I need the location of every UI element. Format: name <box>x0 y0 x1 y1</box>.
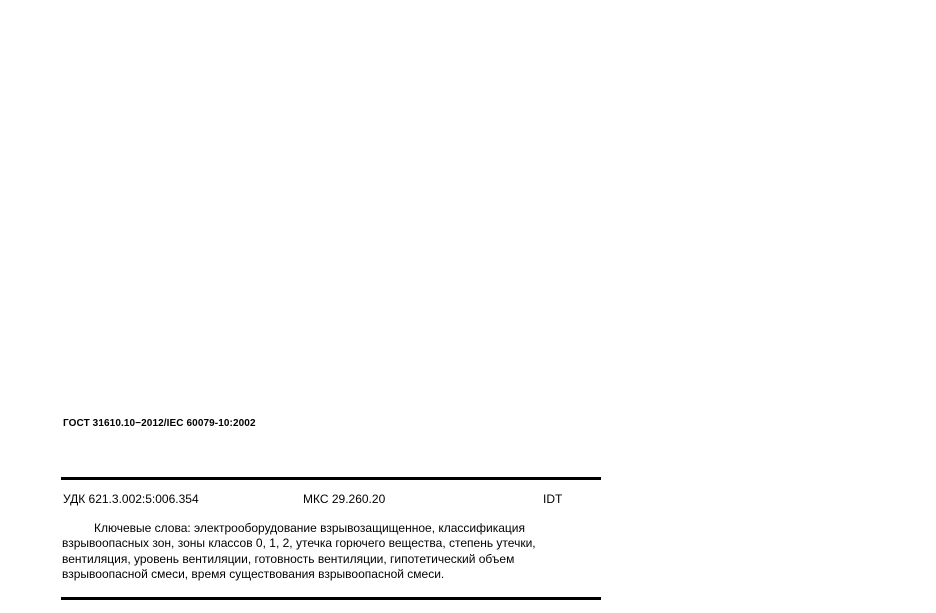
classification-codes-row <box>63 492 599 508</box>
keywords-line: взрывоопасных зон, зоны классов 0, 1, 2, утечка горючего вещества, степень утечки, <box>62 536 536 551</box>
keywords-line: вентиляция, уровень вентиляции, готовность вентиляции, гипотетический объем <box>62 551 515 566</box>
degree-of-correspondence: IDT <box>543 492 563 506</box>
standard-header: ГОСТ 31610.10−2012/IEC 60079-10:2002 <box>63 418 256 429</box>
keywords-paragraph <box>62 521 602 583</box>
bottom-rule <box>61 597 601 600</box>
keywords-line: Ключевые слова: электрооборудование взрывозащищенное, классификация <box>94 521 525 535</box>
mks-code: МКС 29.260.20 <box>303 492 386 506</box>
udk-code: УДК 621.3.002:5:006.354 <box>63 492 199 506</box>
top-rule <box>61 477 601 480</box>
keywords-line: взрывоопасной смеси, время существования взрывоопасной смеси. <box>62 567 445 582</box>
